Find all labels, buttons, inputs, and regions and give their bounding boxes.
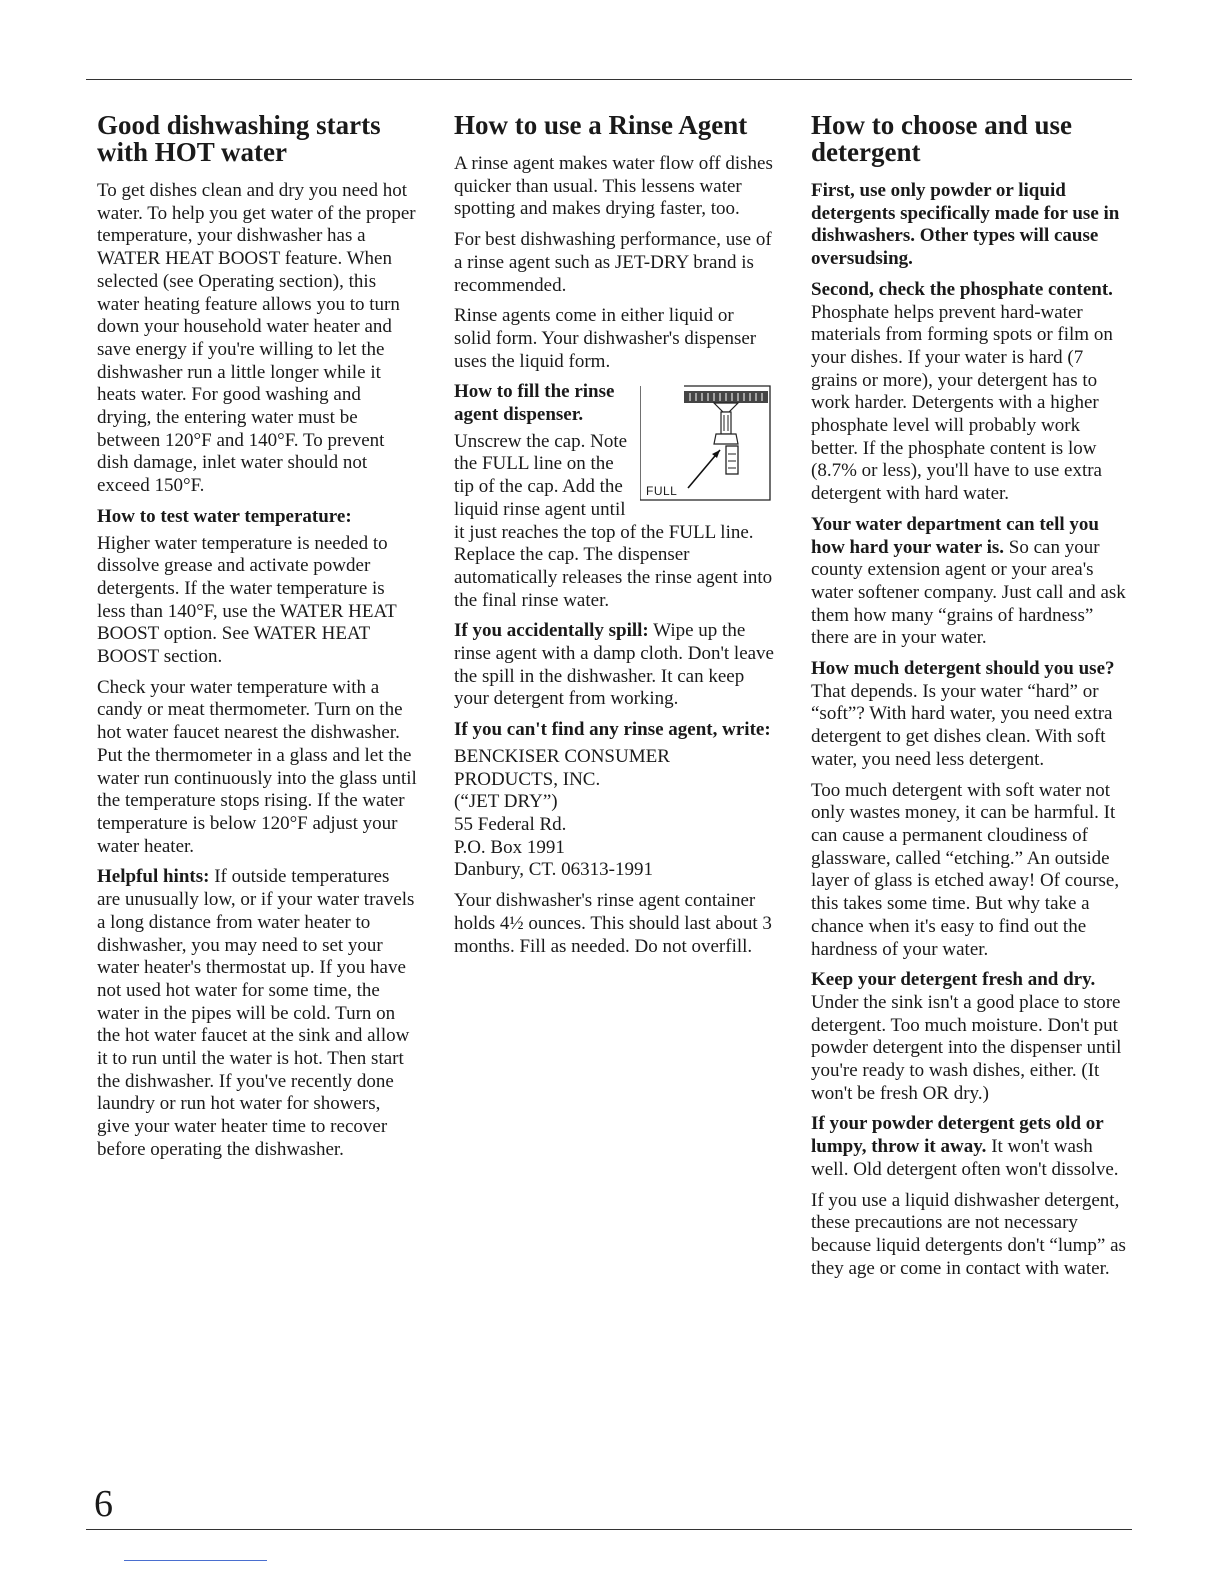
hot-water-heading: Good dishwashing starts with HOT water (97, 110, 381, 167)
rinse-dispenser-figure (640, 382, 774, 504)
address-line: Danbury, CT. 06313-1991 (454, 859, 653, 881)
detergent-paragraph-7 (811, 1113, 1131, 1181)
write-heading: If you can't find any rinse agent, write: (454, 719, 771, 741)
bottom-rule (86, 1529, 1132, 1530)
old-lumpy-text: It won't wash well. Old detergent often won't dissolve. (811, 1136, 1119, 1180)
detergent-paragraph-6 (811, 969, 1131, 1105)
detergent-paragraph-1 (811, 180, 1131, 271)
fresh-dry-text: Under the sink isn't a good place to store detergent. Too much moisture. Don't put powder detergent into the dispenser until you're ready to wash dishes, either. (It won't be fresh OR dry.) (811, 991, 1122, 1104)
spill-lead: If you accidentally spill: (454, 620, 649, 642)
phosphate-lead: Second, check the phosphate content. (811, 278, 1113, 300)
test-temperature-paragraph-2: Check your water temperature with a candy or meat thermometer. Turn on the hot water faucet nearest the dishwasher. Put the thermometer in a glass and let the water run continuously into the glass until the temperature stops rising. If the water temperature is below 120°F adjust your water heater. (97, 676, 417, 857)
helpful-hints-paragraph (97, 866, 417, 1161)
full-line-label: FULL (646, 484, 678, 499)
column-detergent (811, 112, 1131, 1288)
fill-dispenser-heading: How to fill the rinse agent dispenser. (454, 381, 615, 426)
detergent-paragraph-4 (811, 658, 1131, 772)
address-line: (“JET DRY”) (454, 791, 558, 813)
rinse-agent-heading: How to use a Rinse Agent (454, 110, 748, 140)
phosphate-text: Phosphate helps prevent hard-water materials from forming spots or film on your dishes. If your water is hard (7 grains or more), your detergent has to work harder. Detergents with a higher phosphate level will probably work better. If the phosphate content is low (8.7% or less), you'll have to use extra detergent with hard water. (811, 301, 1113, 505)
address-line: P.O. Box 1991 (454, 836, 565, 858)
fresh-dry-lead: Keep your detergent fresh and dry. (811, 969, 1096, 991)
rinse-agent-paragraph-3: Rinse agents come in either liquid or solid form. Your dishwasher's dispenser uses the liquid form. (454, 305, 757, 372)
helpful-hints-lead: Helpful hints: (97, 866, 210, 888)
column-rinse-agent (454, 112, 774, 966)
water-department-text: So can your county extension agent or your area's water softener company. Just call and ask them how many “grains of hardness” there are in your water. (811, 536, 1126, 649)
fill-dispenser-section (454, 381, 774, 620)
detergent-paragraph-3 (811, 514, 1131, 650)
footer-blue-line (124, 1560, 267, 1561)
helpful-hints-text: If outside temperatures are unusually low, or if your water travels a long distance from water heater to dishwasher, you may need to set your water heater's thermostat up. If you have not used hot water for some time, the water in the pipes will be cold. Turn on the hot water faucet at the sink and allow it to run until the water is hot. Then start the dishwasher. If you've recently done laundry or run hot water for showers, give your water heater time to recover before operating the dishwasher. (97, 866, 415, 1160)
how-much-text: That depends. Is your water “hard” or “soft”? With hard water, you need extra detergent to get dishes clean. With soft water, you need less detergent. (811, 680, 1113, 770)
address-line: BENCKISER CONSUMER PRODUCTS, INC. (454, 745, 670, 790)
spill-paragraph (454, 620, 774, 711)
how-much-lead: How much detergent should you use? (811, 658, 1115, 680)
page-number: 6 (94, 1483, 113, 1525)
column-hot-water (97, 112, 417, 1170)
water-department-lead: Your water department can tell you how hard your water is. (811, 513, 1099, 558)
fill-dispenser-text: Unscrew the cap. Note the FULL line on the tip of the cap. Add the liquid rinse agent until it just reaches the top of the FULL line. Replace the cap. The dispenser automatically releases the rinse agent into the final rinse water. (454, 430, 773, 611)
detergent-paragraph-2 (811, 279, 1131, 506)
test-temperature-paragraph-1: Higher water temperature is needed to dissolve grease and activate powder detergents. If the water temperature is less than 140°F, use the WATER HEAT BOOST option. See WATER HEAT BOOST section. (97, 532, 397, 668)
top-rule (86, 79, 1132, 80)
test-temperature-heading: How to test water temperature: (97, 505, 352, 527)
rinse-agent-paragraph-2: For best dishwashing performance, use of a rinse agent such as JET-DRY brand is recommended. (454, 229, 772, 296)
address-line: 55 Federal Rd. (454, 813, 567, 835)
detergent-paragraph-1-bold: First, use only powder or liquid detergents specifically made for use in dishwashers. Other types will cause oversudsing. (811, 180, 1120, 270)
detergent-paragraph-5: Too much detergent with soft water not only wastes money, it can be harmful. It can cause a permanent cloudiness of glassware, called “etching.” An outside layer of glass is etched away! Of course, this takes some time. But why take a chance when it's easy to find out the hardness of your water. (811, 779, 1120, 960)
hot-water-intro: To get dishes clean and dry you need hot water. To help you get water of the proper temperature, your dishwasher has a WATER HEAT BOOST feature. When selected (see Operating section), this water heating feature allows you to turn down your household water heater and save energy if you're willing to let the dishwasher run a little longer while it heats water. For good washing and drying, the entering water must be between 120°F and 140°F. To prevent dish damage, inlet water should not exceed 150°F. (97, 180, 416, 497)
rinse-agent-paragraph-1: A rinse agent makes water flow off dishes quicker than usual. This lessens water spotting and makes drying faster, too. (454, 153, 773, 220)
old-lumpy-lead: If your powder detergent gets old or lumpy, throw it away. (811, 1113, 1104, 1158)
detergent-heading: How to choose and use detergent (811, 110, 1073, 167)
manufacturer-address (454, 746, 774, 882)
container-capacity-paragraph: Your dishwasher's rinse agent container holds 4½ ounces. This should last about 3 months. Fill as needed. Do not overfill. (454, 890, 772, 957)
spill-text: Wipe up the rinse agent with a damp cloth. Don't leave the spill in the dishwasher. It can keep your detergent from working. (454, 620, 774, 710)
detergent-paragraph-8: If you use a liquid dishwasher detergent, these precautions are not necessary because liquid detergents don't “lump” as they age or come in contact with water. (811, 1189, 1126, 1279)
